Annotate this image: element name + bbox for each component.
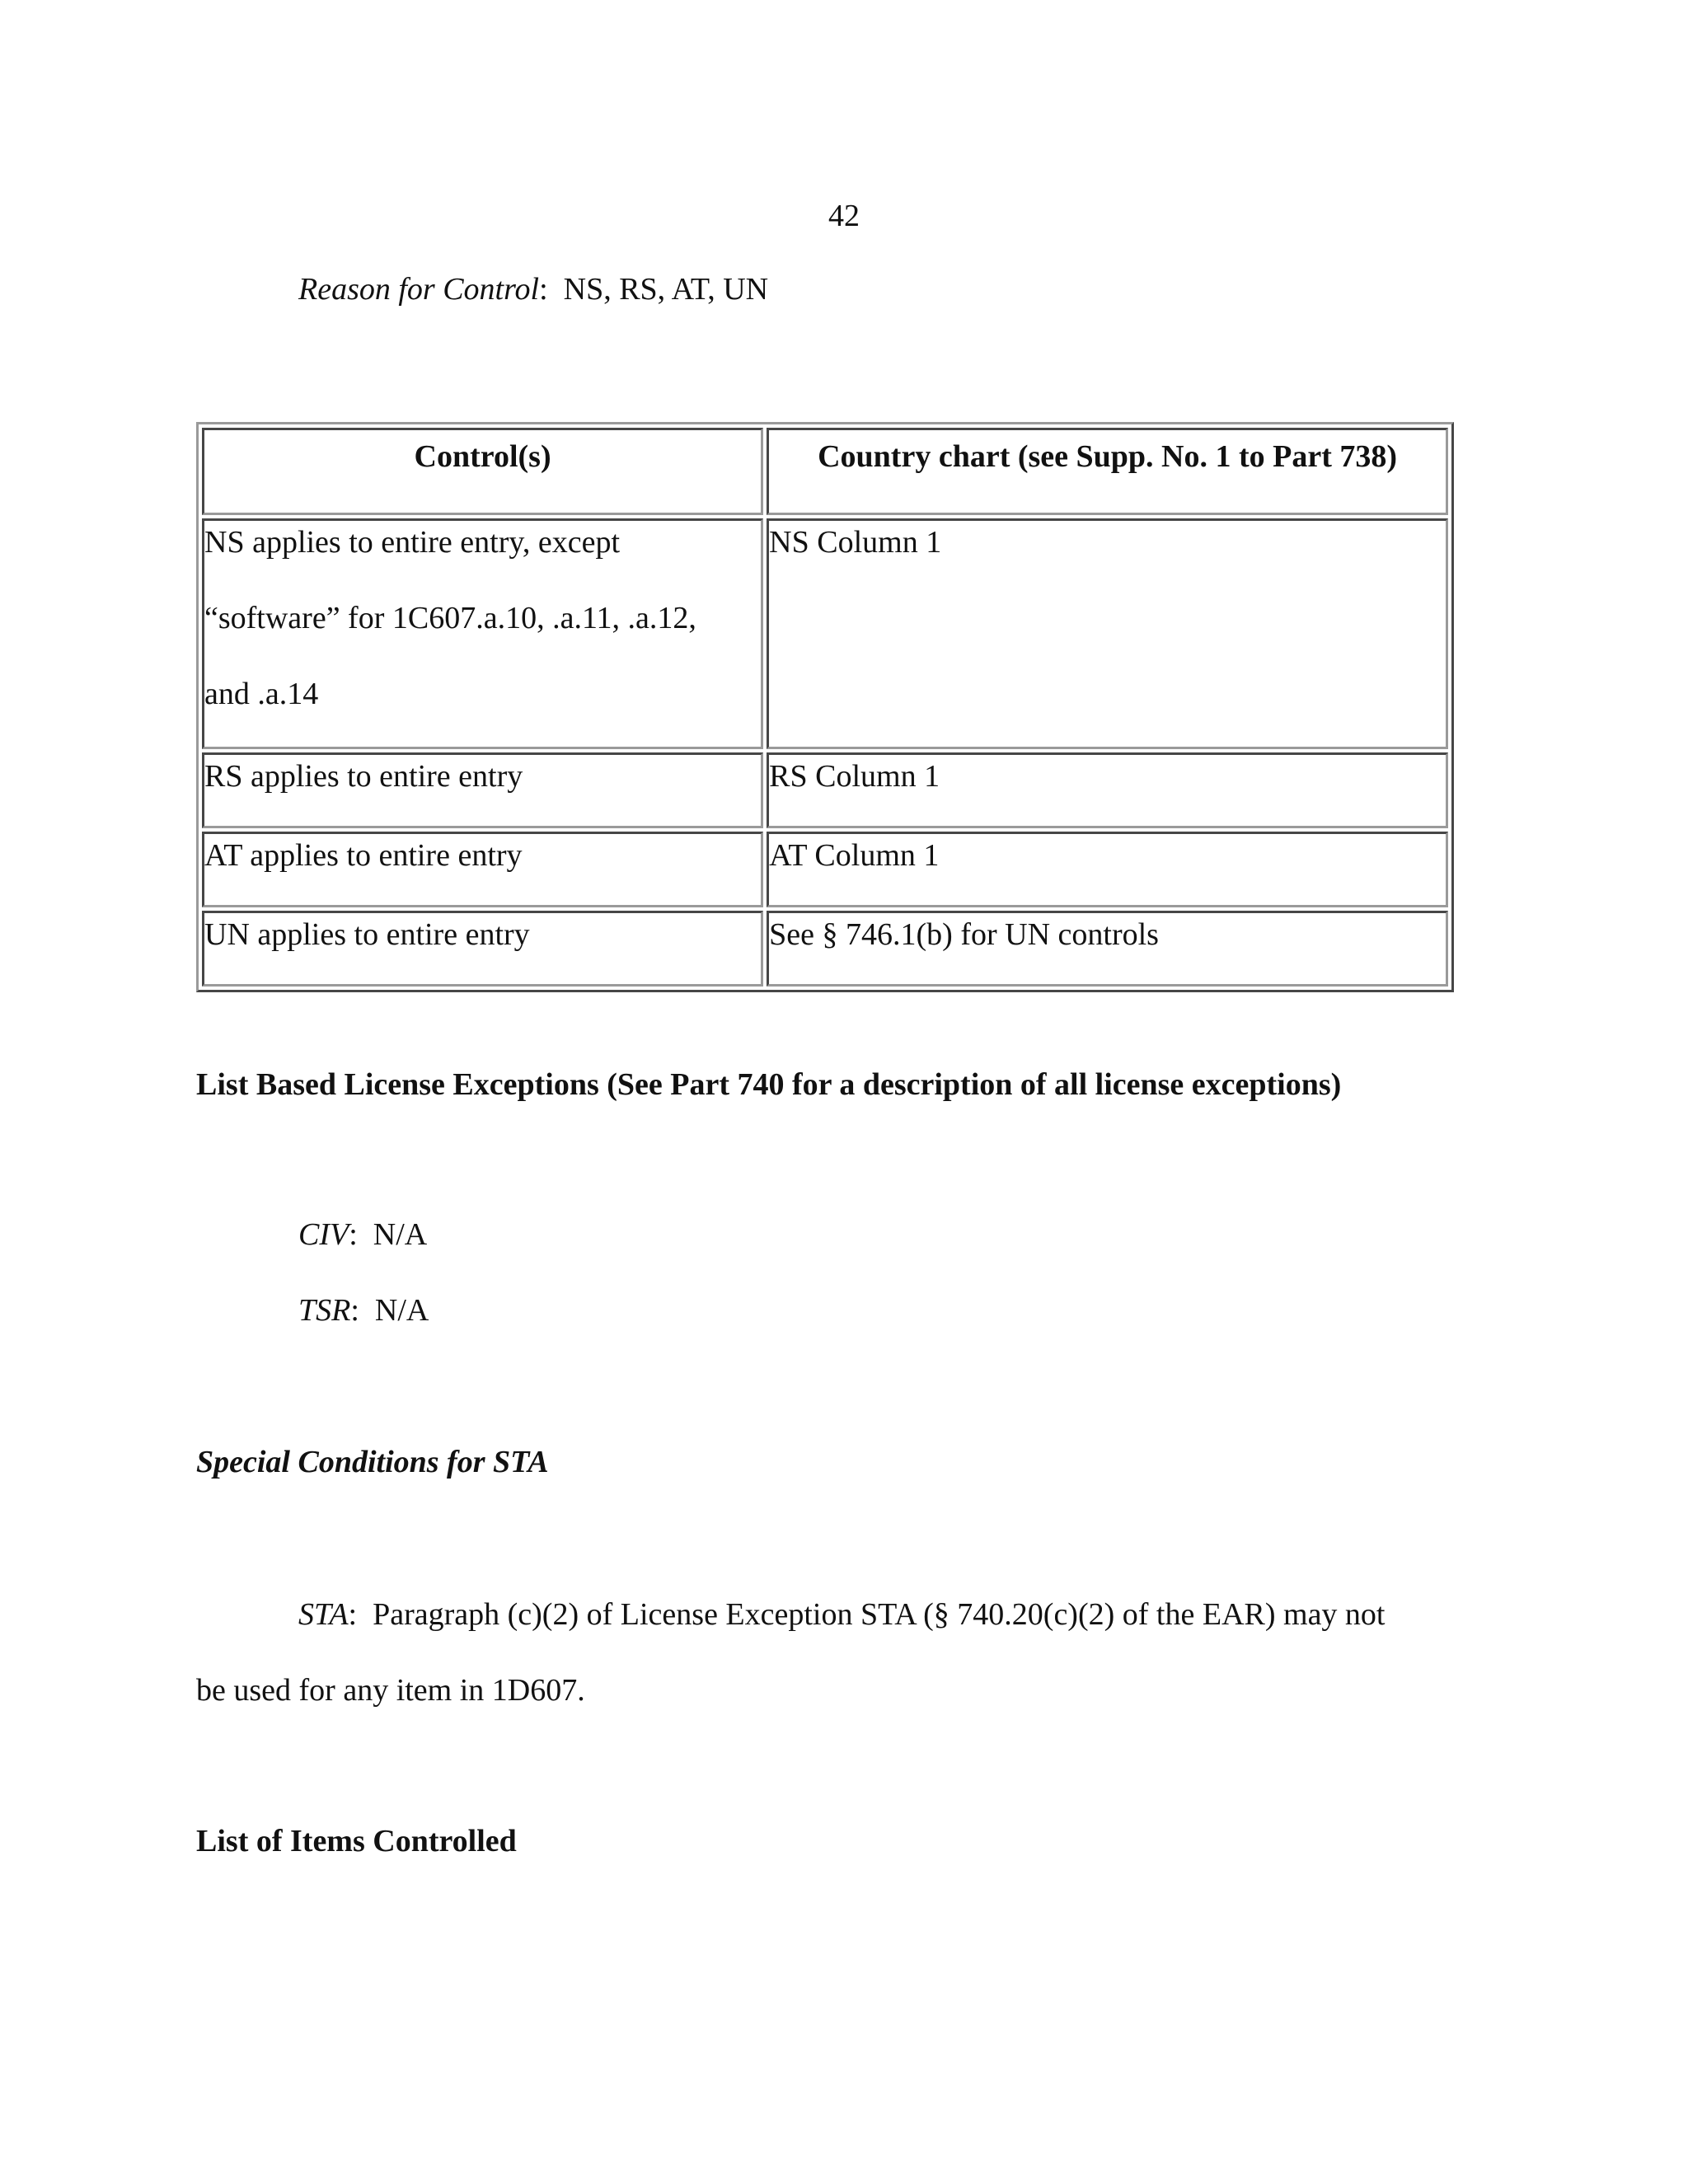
civ-line [298,1215,427,1254]
control-cell: AT applies to entire entry [202,832,763,907]
control-cell: UN applies to entire entry [202,911,763,987]
civ-separator: : [349,1217,358,1252]
civ-value: N/A [373,1217,428,1252]
control-cell [202,518,763,749]
tsr-line [298,1291,429,1330]
reason-for-control-separator: : [539,272,548,307]
sta-paragraph-line-1 [298,1595,1386,1634]
reason-for-control [298,269,768,309]
country-chart-cell: NS Column 1 [767,518,1448,749]
sta-text-line-1: Paragraph (c)(2) of License Exception STA (§ 740.20(c)(2) of the EAR) may not [373,1597,1386,1632]
country-chart-cell: AT Column 1 [767,832,1448,907]
control-country-chart-table [196,422,1454,992]
control-cell-line: “software” for 1C607.a.10, .a.11, .a.12, [204,601,696,635]
reason-for-control-value: NS, RS, AT, UN [563,272,769,307]
special-conditions-heading: Special Conditions for STA [196,1445,549,1479]
control-cell: RS applies to entire entry [202,752,763,828]
tsr-separator: : [350,1293,359,1328]
list-of-items-controlled-heading: List of Items Controlled [196,1824,517,1858]
reason-for-control-label: Reason for Control [298,272,540,307]
table-row [202,752,1448,828]
list-based-license-exceptions-heading: List Based License Exceptions (See Part 740 for a description of all license exceptions) [196,1067,1342,1102]
table-row [202,832,1448,907]
table-row [202,911,1448,987]
tsr-label: TSR [298,1293,351,1328]
table-header-row [202,428,1448,515]
page-number: 42 [828,199,860,233]
header-controls: Control(s) [202,428,763,515]
sta-paragraph-line-2: be used for any item in 1D607. [196,1673,585,1708]
table-row [202,518,1448,749]
control-cell-line: NS applies to entire entry, except [204,525,621,560]
country-chart-cell: RS Column 1 [767,752,1448,828]
tsr-value: N/A [374,1293,429,1328]
sta-separator: : [348,1597,358,1632]
control-cell-line: and .a.14 [204,677,319,711]
header-country-chart: Country chart (see Supp. No. 1 to Part 738) [767,428,1448,515]
sta-label: STA [298,1597,349,1632]
country-chart-cell: See § 746.1(b) for UN controls [767,911,1448,987]
civ-label: CIV [298,1217,349,1252]
